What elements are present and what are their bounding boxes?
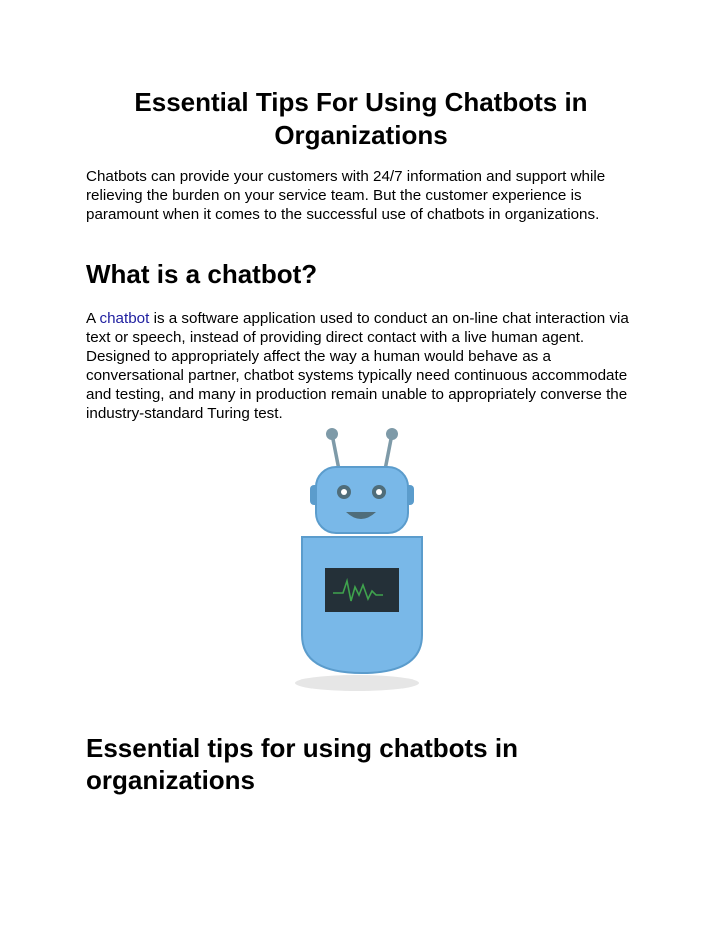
robot-head <box>316 467 408 533</box>
chatbot-link[interactable]: chatbot <box>99 310 150 327</box>
robot-eye-left-inner <box>341 489 347 495</box>
paragraph-text: is a software application used to conduct an on-line chat interaction via text or speech, instead of providing direct contact with a live human agent. Designed to appropriately affect the way a human would behave as a conversational partner, chatbot systems typically need continuous accommodate and testing, and many in production remain unable to appropriately converse the industry-standard Turing test. <box>86 310 629 422</box>
paragraph-lead: A <box>86 310 100 327</box>
antenna-left-tip <box>326 428 338 440</box>
robot-screen <box>325 568 399 612</box>
antenna-right-tip <box>386 428 398 440</box>
section-heading-what-is-chatbot: What is a chatbot? <box>86 259 318 289</box>
robot-eye-right-inner <box>376 489 382 495</box>
chatbot-definition-paragraph <box>86 309 646 423</box>
robot-shadow <box>295 675 419 691</box>
document-title: Essential Tips For Using Chatbots in Organizations <box>134 87 588 150</box>
intro-paragraph: Chatbots can provide your customers with 24/7 information and support while relieving the burden on your service team. But the customer experience is paramount when it comes to the successful use of chatbots in organizations. <box>86 168 606 223</box>
section-heading-essential-tips: Essential tips for using chatbots in organizations <box>86 733 518 795</box>
robot-icon <box>282 425 432 705</box>
